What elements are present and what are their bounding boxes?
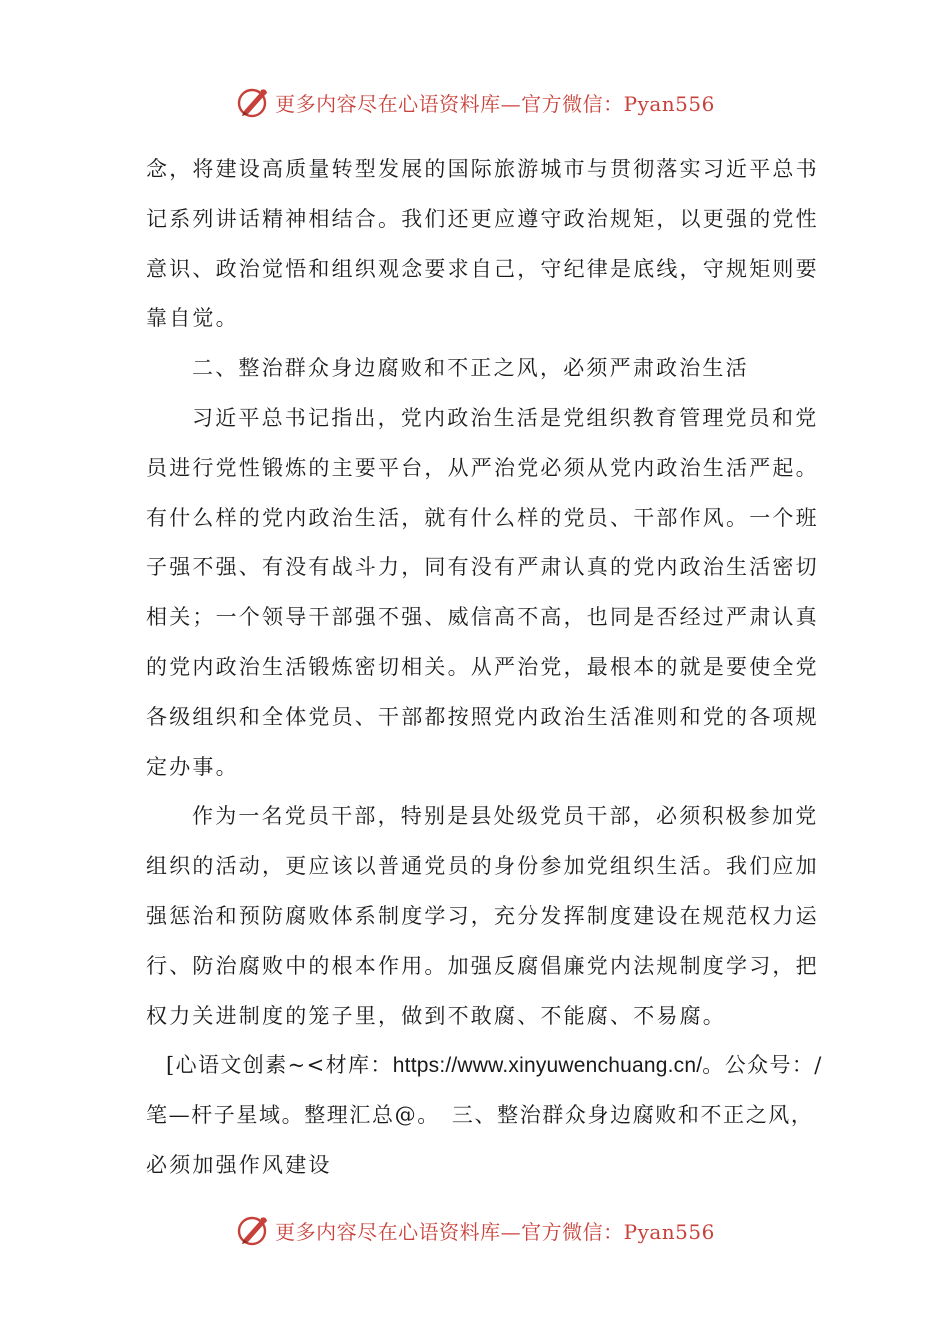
body-line: 行、防治腐败中的根本作用。加强反腐倡廉党内法规制度学习，把 (146, 953, 819, 978)
source-line (146, 1041, 823, 1091)
body-line: 各级组织和全体党员、干部都按照党内政治生活准则和党的各项规 (146, 704, 819, 729)
pen-logo-icon (235, 1212, 271, 1248)
header-banner (0, 80, 950, 124)
source-suffix: 。公众号：/ (702, 1053, 823, 1078)
body-line: 的党内政治生活锻炼密切相关。从严治党，最根本的就是要使全党 (146, 654, 819, 679)
section-heading: 二、整治群众身边腐败和不正之风，必须严肃政治生活 (192, 356, 749, 381)
body-line: 权力关进制度的笼子里，做到不敢腐、不能腐、不易腐。 (146, 1003, 726, 1028)
body-line: 有什么样的党内政治生活，就有什么样的党员、干部作风。一个班 (146, 505, 819, 530)
body-line: 作为一名党员干部，特别是县处级党员干部，必须积极参加党 (192, 804, 819, 829)
body-line: 员进行党性锻炼的主要平台，从严治党必须从党内政治生活严起。 (146, 455, 819, 480)
body-line: 子强不强、有没有战斗力，同有没有严肃认真的党内政治生活密切 (146, 555, 819, 580)
body-line: 靠自觉。 (146, 306, 239, 331)
body-line: 念，将建设高质量转型发展的国际旅游城市与贯彻落实习近平总书 (146, 157, 819, 181)
document-body (146, 145, 823, 1191)
body-line: 定办事。 (146, 754, 239, 779)
header-banner-text: 更多内容尽在心语资料库—官方微信：Pyan556 (275, 91, 715, 116)
footer-banner-text: 更多内容尽在心语资料库—官方微信：Pyan556 (275, 1219, 715, 1244)
pen-logo-icon (235, 84, 271, 120)
body-line: 习近平总书记指出，党内政治生活是党组织教育管理党员和党 (192, 405, 819, 430)
source-prefix: [心语文创素~<材库： (166, 1053, 393, 1078)
source-line-3: 必须加强作风建设 (146, 1152, 332, 1177)
body-line: 组织的活动，更应该以普通党员的身份参加党组织生活。我们应加 (146, 854, 819, 879)
body-line: 相关；一个领导干部强不强、威信高不高，也同是否经过严肃认真 (146, 605, 819, 630)
source-line-2: 笔—杆子星域。整理汇总@。 三、整治群众身边腐败和不正之风， (146, 1103, 814, 1128)
source-url[interactable]: https://www.xinyuwenchuang.cn/ (392, 1054, 703, 1078)
body-line: 强惩治和预防腐败体系制度学习，充分发挥制度建设在规范权力运 (146, 903, 819, 928)
footer-banner (0, 1208, 950, 1252)
body-line: 意识、政治觉悟和组织观念要求自己，守纪律是底线，守规矩则要 (146, 256, 819, 281)
body-line: 记系列讲话精神相结合。我们还更应遵守政治规矩，以更强的党性 (146, 206, 819, 231)
